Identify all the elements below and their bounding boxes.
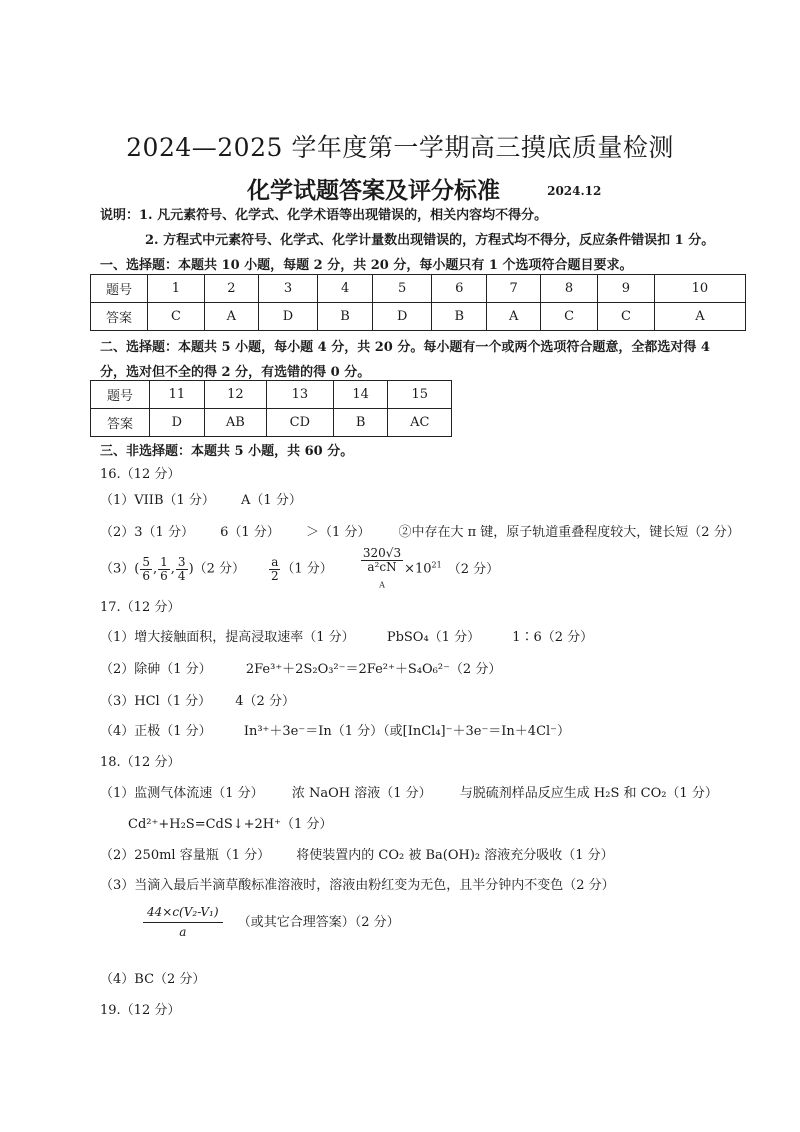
row-label-answer: 答案 — [91, 303, 148, 331]
subtitle-row — [247, 172, 601, 205]
q16-part1 — [100, 489, 302, 508]
density-fraction — [361, 547, 403, 591]
fraction — [269, 556, 280, 583]
coordinate-close: )（2 分） — [188, 561, 246, 577]
part-label: （1） — [100, 493, 135, 508]
section2-heading-line2: 分，选对但不全的得 2 分，有选错的得 0 分。 — [100, 365, 371, 380]
question-number: 12 — [204, 381, 266, 409]
q17-part2 — [100, 658, 501, 677]
q16-part3: （3）( $\frac{5}{6}$ , $\frac{1}{6}$ , $\frac{3}{4}$ )（2 分） $\frac{a}{2}$ （1 分） 320√3 a²cN $_A$ $\times 10^{21}$ （2 分） — [100, 546, 500, 590]
fraction-denominator: a — [179, 925, 187, 939]
denominator-text: a²cN — [367, 560, 397, 574]
answer-text: （或其它合理答案）（2 分） — [237, 915, 400, 930]
q18-part1-equation: Cd²⁺+H₂S=CdS↓+2H⁺（1 分） — [128, 817, 333, 832]
answer-row — [91, 303, 746, 331]
answer-score: （2 分） — [447, 561, 500, 577]
answer-text: 3（1 分） — [134, 525, 194, 540]
q17-part3 — [100, 690, 295, 709]
answer-text: In³⁺＋3e⁻＝In（1 分）（或[InCl₄]⁻＋3e⁻＝In＋4Cl⁻） — [243, 724, 571, 739]
answer-text: （3）HCl（1 分） — [100, 694, 212, 709]
question-number-row — [91, 275, 746, 303]
answer-cell: CD — [267, 409, 334, 437]
section1-answer-table — [90, 274, 746, 331]
answer-text: 将使装置内的 CO₂ 被 Ba(OH)₂ 溶液充分吸收（1 分） — [296, 848, 614, 863]
denominator-subscript: A — [379, 580, 385, 590]
answer-cell: C — [148, 303, 205, 331]
answer-cell: A — [487, 303, 541, 331]
answer-cell: D — [258, 303, 317, 331]
fraction — [143, 906, 223, 939]
answer-text: VIIB（1 分） — [134, 493, 215, 508]
question-number: 10 — [654, 275, 745, 303]
answer-cell: C — [541, 303, 598, 331]
answer-text: 4（2 分） — [235, 694, 295, 709]
question-number: 5 — [373, 275, 432, 303]
q16-part2 — [100, 521, 740, 540]
section1-heading: 一、选择题：本题共 10 小题，每题 2 分，共 20 分，每小题只有 1 个选项符合题目要求。 — [100, 258, 633, 273]
note-line-2: 2. 方程式中元素符号、化学式、化学计量数出现错误的，方程式均不得分，反应条件错误扣 1 分。 — [145, 233, 715, 248]
question-number: 15 — [388, 381, 452, 409]
section2-answer-table — [90, 380, 452, 437]
page-subtitle: 化学试题答案及评分标准 — [247, 177, 500, 204]
note-line-1: 说明：1. 凡元素符号、化学式、化学术语等出现错误的，相关内容均不得分。 — [100, 208, 548, 223]
fraction-denominator — [361, 561, 403, 591]
answer-text: 浓 NaOH 溶液（1 分） — [291, 786, 432, 801]
question-number: 1 — [148, 275, 205, 303]
answer-cell: A — [654, 303, 745, 331]
q19-title: 19.（12 分） — [100, 1003, 181, 1018]
answer-cell: AC — [388, 409, 452, 437]
question-number: 8 — [541, 275, 598, 303]
answer-cell: C — [598, 303, 655, 331]
fraction-numerator: 5 — [142, 554, 150, 569]
answer-text: A（1 分） — [241, 493, 302, 508]
question-number: 2 — [204, 275, 258, 303]
coordinate-open: ( — [134, 561, 140, 577]
question-number: 7 — [487, 275, 541, 303]
fraction-denominator: 6 — [142, 568, 150, 583]
row-label-answer: 答案 — [91, 409, 150, 437]
answer-text: ＞（1 分） — [305, 525, 371, 540]
fraction-numerator: 1 — [160, 554, 168, 569]
answer-text: （1）增大接触面积，提高浸取速率（1 分） — [100, 630, 355, 645]
exam-date: 2024.12 — [547, 184, 602, 198]
answer-text: （2）250ml 容量瓶（1 分） — [100, 848, 271, 863]
answer-text: 与脱硫剂样品反应生成 H₂S 和 CO₂（1 分） — [459, 786, 718, 801]
question-number: 4 — [318, 275, 373, 303]
question-number: 6 — [432, 275, 487, 303]
answer-text: ②中存在大 π 键，原子轨道重叠程度较大，键长短（2 分） — [398, 525, 740, 540]
part-label: （2） — [100, 525, 135, 540]
section3-heading: 三、非选择题：本题共 5 小题，共 60 分。 — [100, 444, 354, 459]
question-number-row — [91, 381, 452, 409]
fraction-numerator: a — [271, 554, 279, 569]
section2-heading-line1: 二、选择题：本题共 5 小题，每小题 4 分，共 20 分。每小题有一个或两个选项符合题意，全都选对得 4 — [100, 340, 710, 355]
fraction-denominator: 2 — [270, 568, 279, 583]
answer-row — [91, 409, 452, 437]
fraction-numerator: 320√3 — [362, 546, 402, 560]
answer-cell: AB — [204, 409, 266, 437]
q18-title: 18.（12 分） — [100, 755, 181, 770]
fraction — [176, 556, 188, 583]
q18-part3-formula — [142, 906, 400, 939]
fraction — [158, 556, 170, 583]
answer-text: 6（1 分） — [220, 525, 280, 540]
multiplier: ×10 — [404, 561, 432, 577]
answer-score: （1 分） — [281, 561, 333, 577]
fraction-denominator: 6 — [160, 568, 168, 583]
q17-part4 — [100, 720, 570, 739]
fraction-numerator: 44×c(V₂-V₁) — [143, 906, 223, 923]
answer-text: （2）除砷（1 分） — [100, 662, 212, 677]
q17-title: 17.（12 分） — [100, 600, 181, 615]
exponent: 21 — [431, 560, 442, 570]
fraction-denominator: 4 — [177, 568, 186, 583]
answer-text: 2Fe³⁺＋2S₂O₃²⁻＝2Fe²⁺＋S₄O₆²⁻（2 分） — [245, 662, 502, 677]
answer-cell: B — [318, 303, 373, 331]
answer-cell: D — [373, 303, 432, 331]
question-number: 13 — [267, 381, 334, 409]
answer-cell: D — [150, 409, 205, 437]
answer-text: （1）监测气体流速（1 分） — [100, 786, 264, 801]
answer-text: （4）正极（1 分） — [100, 724, 212, 739]
question-number: 9 — [598, 275, 655, 303]
q18-part1 — [100, 782, 718, 801]
answer-cell: A — [204, 303, 258, 331]
question-number: 11 — [150, 381, 205, 409]
question-number: 3 — [258, 275, 317, 303]
page-title: 2024—2025 学年度第一学期高三摸底质量检测 — [126, 133, 674, 162]
answer-cell: B — [333, 409, 388, 437]
q18-part2 — [100, 844, 614, 863]
row-label-question: 题号 — [91, 381, 150, 409]
q17-part1 — [100, 626, 593, 645]
question-number: 14 — [333, 381, 388, 409]
answer-text: PbSO₄（1 分） — [386, 630, 481, 645]
part-label: （3） — [100, 561, 135, 577]
q18-part3: （3）当滴入最后半滴草酸标准溶液时，溶液由粉红变为无色，且半分钟内不变色（2 分） — [100, 878, 615, 893]
fraction-numerator: 3 — [177, 554, 186, 569]
q18-part4: （4）BC（2 分） — [100, 972, 206, 987]
q16-title: 16.（12 分） — [100, 467, 181, 482]
answer-text: 1∶6（2 分） — [512, 630, 594, 645]
answer-cell: B — [432, 303, 487, 331]
fraction — [140, 556, 152, 583]
row-label-question: 题号 — [91, 275, 148, 303]
